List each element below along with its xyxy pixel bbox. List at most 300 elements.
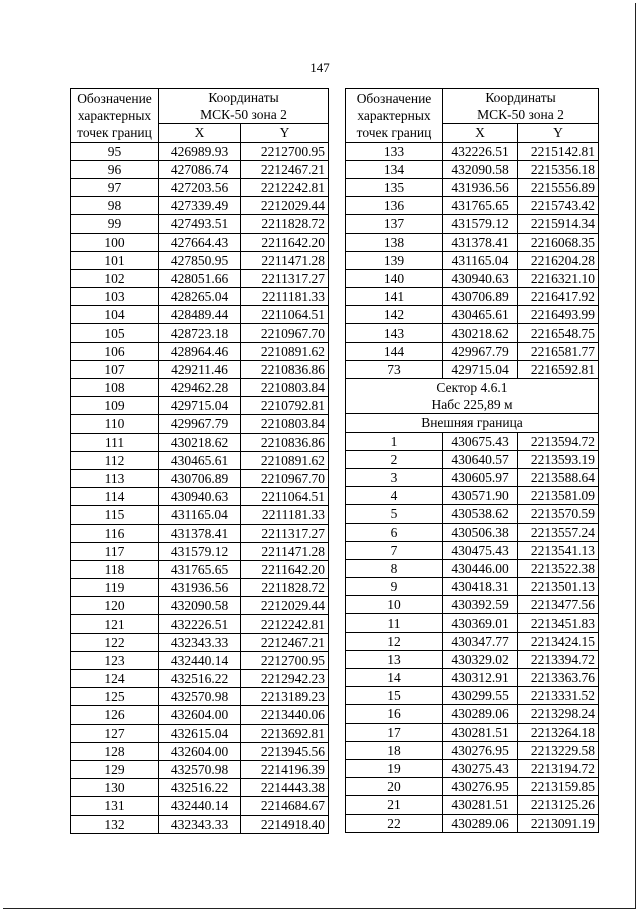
point-number-cell: 140 [346,269,443,287]
header-coords: Координаты [443,89,599,107]
y-coordinate-cell: 2213264.18 [518,723,599,741]
x-coordinate-cell: 430940.63 [443,269,518,287]
y-coordinate-cell: 2213091.19 [518,814,599,832]
x-coordinate-cell: 430706.89 [443,288,518,306]
table-row [346,288,599,306]
x-coordinate-cell: 429967.79 [159,415,241,433]
table-row [346,778,599,796]
x-coordinate-cell: 430276.95 [443,778,518,796]
point-number-cell: 100 [71,233,159,251]
x-coordinate-cell: 430675.43 [443,432,518,450]
x-coordinate-cell: 427493.51 [159,215,241,233]
x-coordinate-cell: 432226.51 [443,142,518,160]
table-row [71,742,329,760]
point-number-cell: 132 [71,815,159,833]
table-row [346,523,599,541]
y-coordinate-cell: 2210891.62 [241,451,329,469]
sector-subtitle: Набс 225,89 м [346,396,599,414]
table-row [346,197,599,215]
y-coordinate-cell: 2213331.52 [518,687,599,705]
point-number-cell: 1 [346,432,443,450]
table-row [71,597,329,615]
point-number-cell: 95 [71,142,159,160]
y-coordinate-cell: 2212467.21 [241,633,329,651]
table-row [71,197,329,215]
x-coordinate-cell: 432343.33 [159,815,241,833]
y-coordinate-cell: 2213581.09 [518,487,599,505]
table-row [346,178,599,196]
y-coordinate-cell: 2213588.64 [518,468,599,486]
table-row [346,450,599,468]
y-coordinate-cell: 2213557.24 [518,523,599,541]
header-y: Y [518,124,599,142]
point-number-cell: 119 [71,579,159,597]
y-coordinate-cell: 2210803.84 [241,415,329,433]
x-coordinate-cell: 430218.62 [443,324,518,342]
table-row [71,797,329,815]
table-row [346,342,599,360]
x-coordinate-cell: 430281.51 [443,723,518,741]
y-coordinate-cell: 2213477.56 [518,596,599,614]
point-number-cell: 101 [71,251,159,269]
point-number-cell: 139 [346,251,443,269]
y-coordinate-cell: 2213570.59 [518,505,599,523]
table-row [71,488,329,506]
point-number-cell: 16 [346,705,443,723]
point-number-cell: 113 [71,469,159,487]
y-coordinate-cell: 2213522.38 [518,559,599,577]
x-coordinate-cell: 429462.28 [159,379,241,397]
table-row [346,559,599,577]
point-number-cell: 138 [346,233,443,251]
y-coordinate-cell: 2211181.33 [241,506,329,524]
x-coordinate-cell: 431765.65 [159,560,241,578]
y-coordinate-cell: 2215556.89 [518,178,599,196]
table-row [71,397,329,415]
x-coordinate-cell: 429715.04 [159,397,241,415]
point-number-cell: 120 [71,597,159,615]
point-number-cell: 128 [71,742,159,760]
x-coordinate-cell: 430281.51 [443,796,518,814]
x-coordinate-cell: 432604.00 [159,706,241,724]
table-row [346,578,599,596]
point-number-cell: 110 [71,415,159,433]
x-coordinate-cell: 430347.77 [443,632,518,650]
point-number-cell: 141 [346,288,443,306]
table-row [346,269,599,287]
x-coordinate-cell: 432516.22 [159,670,241,688]
y-coordinate-cell: 2214443.38 [241,779,329,797]
coordinates-table-left [70,88,329,834]
table-row [346,759,599,777]
y-coordinate-cell: 2212467.21 [241,160,329,178]
x-coordinate-cell: 432440.14 [159,797,241,815]
y-coordinate-cell: 2213451.83 [518,614,599,632]
y-coordinate-cell: 2212242.81 [241,615,329,633]
point-number-cell: 20 [346,778,443,796]
y-coordinate-cell: 2213593.19 [518,450,599,468]
x-coordinate-cell: 431579.12 [443,215,518,233]
header-designation: Обозначение характерных точек границ [346,89,443,143]
header-coords: Координаты [159,89,329,107]
table-row [71,342,329,360]
x-coordinate-cell: 427850.95 [159,251,241,269]
x-coordinate-cell: 430418.31 [443,578,518,596]
point-number-cell: 10 [346,596,443,614]
y-coordinate-cell: 2210836.86 [241,360,329,378]
table-row [71,215,329,233]
x-coordinate-cell: 432440.14 [159,651,241,669]
x-coordinate-cell: 430299.55 [443,687,518,705]
table-row [346,632,599,650]
y-coordinate-cell: 2210792.81 [241,397,329,415]
y-coordinate-cell: 2211828.72 [241,579,329,597]
table-row [71,779,329,797]
x-coordinate-cell: 427203.56 [159,178,241,196]
x-coordinate-cell: 426989.93 [159,142,241,160]
y-coordinate-cell: 2216417.92 [518,288,599,306]
table-row [71,142,329,160]
x-coordinate-cell: 428964.46 [159,342,241,360]
x-coordinate-cell: 430465.61 [443,306,518,324]
point-number-cell: 11 [346,614,443,632]
point-number-cell: 18 [346,741,443,759]
y-coordinate-cell: 2213594.72 [518,432,599,450]
table-row [71,178,329,196]
y-coordinate-cell: 2211181.33 [241,288,329,306]
x-coordinate-cell: 431936.56 [443,178,518,196]
y-coordinate-cell: 2213298.24 [518,705,599,723]
table-row [71,251,329,269]
table-row [346,741,599,759]
point-number-cell: 115 [71,506,159,524]
table-row [71,469,329,487]
x-coordinate-cell: 431936.56 [159,579,241,597]
sector-title: Сектор 4.6.1 [346,379,599,397]
y-coordinate-cell: 2216321.10 [518,269,599,287]
table-row [71,670,329,688]
header-system: МСК-50 зона 2 [159,106,329,124]
y-coordinate-cell: 2214918.40 [241,815,329,833]
y-coordinate-cell: 2216493.99 [518,306,599,324]
table-row [71,633,329,651]
x-coordinate-cell: 432604.00 [159,742,241,760]
table-row [71,706,329,724]
point-number-cell: 109 [71,397,159,415]
x-coordinate-cell: 431765.65 [443,197,518,215]
y-coordinate-cell: 2212700.95 [241,651,329,669]
point-number-cell: 102 [71,269,159,287]
x-coordinate-cell: 432570.98 [159,760,241,778]
table-left-body [71,142,329,833]
table-row [71,724,329,742]
y-coordinate-cell: 2211828.72 [241,215,329,233]
x-coordinate-cell: 430218.62 [159,433,241,451]
y-coordinate-cell: 2213189.23 [241,688,329,706]
x-coordinate-cell: 431165.04 [159,506,241,524]
y-coordinate-cell: 2215914.34 [518,215,599,233]
x-coordinate-cell: 430289.06 [443,705,518,723]
point-number-cell: 22 [346,814,443,832]
table-row [346,306,599,324]
x-coordinate-cell: 432615.04 [159,724,241,742]
point-number-cell: 121 [71,615,159,633]
table-row [71,306,329,324]
x-coordinate-cell: 430312.91 [443,669,518,687]
table-row [71,451,329,469]
y-coordinate-cell: 2216548.75 [518,324,599,342]
point-number-cell: 5 [346,505,443,523]
y-coordinate-cell: 2213945.56 [241,742,329,760]
y-coordinate-cell: 2216204.28 [518,251,599,269]
x-coordinate-cell: 430538.62 [443,505,518,523]
table-row [346,160,599,178]
point-number-cell: 19 [346,759,443,777]
table-right-body-top [346,142,599,378]
point-number-cell: 7 [346,541,443,559]
point-number-cell: 114 [71,488,159,506]
y-coordinate-cell: 2212700.95 [241,142,329,160]
x-coordinate-cell: 430446.00 [443,559,518,577]
x-coordinate-cell: 432090.58 [159,597,241,615]
x-coordinate-cell: 432570.98 [159,688,241,706]
point-number-cell: 127 [71,724,159,742]
y-coordinate-cell: 2215142.81 [518,142,599,160]
point-number-cell: 105 [71,324,159,342]
x-coordinate-cell: 430706.89 [159,469,241,487]
point-number-cell: 98 [71,197,159,215]
header-x: X [443,124,518,142]
point-number-cell: 108 [71,379,159,397]
point-number-cell: 117 [71,542,159,560]
y-coordinate-cell: 2215356.18 [518,160,599,178]
table-row [71,506,329,524]
x-coordinate-cell: 430369.01 [443,614,518,632]
x-coordinate-cell: 429967.79 [443,342,518,360]
table-row [71,360,329,378]
point-number-cell: 2 [346,450,443,468]
table-row [346,324,599,342]
y-coordinate-cell: 2211642.20 [241,233,329,251]
y-coordinate-cell: 2212242.81 [241,178,329,196]
table-row [71,433,329,451]
table-row [71,524,329,542]
point-number-cell: 137 [346,215,443,233]
y-coordinate-cell: 2211317.27 [241,269,329,287]
x-coordinate-cell: 432516.22 [159,779,241,797]
point-number-cell: 97 [71,178,159,196]
coordinates-table-right [345,88,599,833]
table-row [71,615,329,633]
table-row [71,651,329,669]
x-coordinate-cell: 431579.12 [159,542,241,560]
x-coordinate-cell: 427664.43 [159,233,241,251]
x-coordinate-cell: 430506.38 [443,523,518,541]
y-coordinate-cell: 2213159.85 [518,778,599,796]
table-row [346,796,599,814]
x-coordinate-cell: 430289.06 [443,814,518,832]
y-coordinate-cell: 2211317.27 [241,524,329,542]
table-right-body-bottom [346,432,599,832]
boundary-label: Внешняя граница [346,414,599,432]
point-number-cell: 124 [71,670,159,688]
table-row [346,814,599,832]
y-coordinate-cell: 2213541.13 [518,541,599,559]
point-number-cell: 143 [346,324,443,342]
point-number-cell: 104 [71,306,159,324]
point-number-cell: 142 [346,306,443,324]
point-number-cell: 106 [71,342,159,360]
table-row [346,215,599,233]
point-number-cell: 21 [346,796,443,814]
table-row [71,324,329,342]
y-coordinate-cell: 2210967.70 [241,324,329,342]
point-number-cell: 112 [71,451,159,469]
x-coordinate-cell: 428265.04 [159,288,241,306]
x-coordinate-cell: 431378.41 [159,524,241,542]
point-number-cell: 116 [71,524,159,542]
point-number-cell: 14 [346,669,443,687]
point-number-cell: 130 [71,779,159,797]
point-number-cell: 107 [71,360,159,378]
header-system: МСК-50 зона 2 [443,106,599,124]
point-number-cell: 129 [71,760,159,778]
x-coordinate-cell: 430275.43 [443,759,518,777]
table-row [346,468,599,486]
y-coordinate-cell: 2213125.26 [518,796,599,814]
y-coordinate-cell: 2212942.23 [241,670,329,688]
point-number-cell: 131 [71,797,159,815]
y-coordinate-cell: 2213501.13 [518,578,599,596]
x-coordinate-cell: 431165.04 [443,251,518,269]
y-coordinate-cell: 2210967.70 [241,469,329,487]
point-number-cell: 6 [346,523,443,541]
point-number-cell: 8 [346,559,443,577]
header-y: Y [241,124,329,142]
x-coordinate-cell: 430571.90 [443,487,518,505]
table-row [71,379,329,397]
table-row [71,542,329,560]
y-coordinate-cell: 2213194.72 [518,759,599,777]
table-row [71,269,329,287]
point-number-cell: 15 [346,687,443,705]
point-number-cell: 126 [71,706,159,724]
x-coordinate-cell: 430605.97 [443,468,518,486]
point-number-cell: 96 [71,160,159,178]
table-row [346,251,599,269]
y-coordinate-cell: 2210836.86 [241,433,329,451]
x-coordinate-cell: 430276.95 [443,741,518,759]
x-coordinate-cell: 427086.74 [159,160,241,178]
point-number-cell: 122 [71,633,159,651]
point-number-cell: 123 [71,651,159,669]
y-coordinate-cell: 2211471.28 [241,251,329,269]
y-coordinate-cell: 2214684.67 [241,797,329,815]
x-coordinate-cell: 432226.51 [159,615,241,633]
y-coordinate-cell: 2213424.15 [518,632,599,650]
x-coordinate-cell: 430940.63 [159,488,241,506]
table-row [346,705,599,723]
y-coordinate-cell: 2213440.06 [241,706,329,724]
table-row [346,687,599,705]
point-number-cell: 103 [71,288,159,306]
point-number-cell: 73 [346,360,443,378]
table-row [71,760,329,778]
x-coordinate-cell: 432090.58 [443,160,518,178]
table-row [346,360,599,378]
x-coordinate-cell: 429715.04 [443,360,518,378]
table-row [346,596,599,614]
table-row [71,560,329,578]
table-row [71,288,329,306]
sector-block [346,379,599,433]
table-row [346,142,599,160]
y-coordinate-cell: 2215743.42 [518,197,599,215]
table-row [346,669,599,687]
x-coordinate-cell: 432343.33 [159,633,241,651]
point-number-cell: 144 [346,342,443,360]
x-coordinate-cell: 428051.66 [159,269,241,287]
point-number-cell: 12 [346,632,443,650]
table-row [71,579,329,597]
table-row [346,723,599,741]
y-coordinate-cell: 2216581.77 [518,342,599,360]
x-coordinate-cell: 430329.02 [443,650,518,668]
x-coordinate-cell: 429211.46 [159,360,241,378]
header-x: X [159,124,241,142]
x-coordinate-cell: 430475.43 [443,541,518,559]
header-designation: Обозначение характерных точек границ [71,89,159,143]
point-number-cell: 4 [346,487,443,505]
table-row [346,614,599,632]
y-coordinate-cell: 2210891.62 [241,342,329,360]
y-coordinate-cell: 2213363.76 [518,669,599,687]
y-coordinate-cell: 2212029.44 [241,597,329,615]
y-coordinate-cell: 2214196.39 [241,760,329,778]
table-row [346,233,599,251]
point-number-cell: 125 [71,688,159,706]
point-number-cell: 133 [346,142,443,160]
table-row [71,688,329,706]
table-row [346,432,599,450]
x-coordinate-cell: 428723.18 [159,324,241,342]
y-coordinate-cell: 2211642.20 [241,560,329,578]
table-row [346,487,599,505]
table-row [346,505,599,523]
y-coordinate-cell: 2211064.51 [241,306,329,324]
x-coordinate-cell: 430640.57 [443,450,518,468]
point-number-cell: 3 [346,468,443,486]
table-row [71,233,329,251]
point-number-cell: 118 [71,560,159,578]
y-coordinate-cell: 2216592.81 [518,360,599,378]
y-coordinate-cell: 2211064.51 [241,488,329,506]
y-coordinate-cell: 2213394.72 [518,650,599,668]
table-row [71,815,329,833]
x-coordinate-cell: 428489.44 [159,306,241,324]
y-coordinate-cell: 2213229.58 [518,741,599,759]
point-number-cell: 136 [346,197,443,215]
point-number-cell: 9 [346,578,443,596]
y-coordinate-cell: 2213692.81 [241,724,329,742]
y-coordinate-cell: 2211471.28 [241,542,329,560]
y-coordinate-cell: 2210803.84 [241,379,329,397]
y-coordinate-cell: 2212029.44 [241,197,329,215]
point-number-cell: 111 [71,433,159,451]
table-row [71,160,329,178]
x-coordinate-cell: 430465.61 [159,451,241,469]
x-coordinate-cell: 431378.41 [443,233,518,251]
